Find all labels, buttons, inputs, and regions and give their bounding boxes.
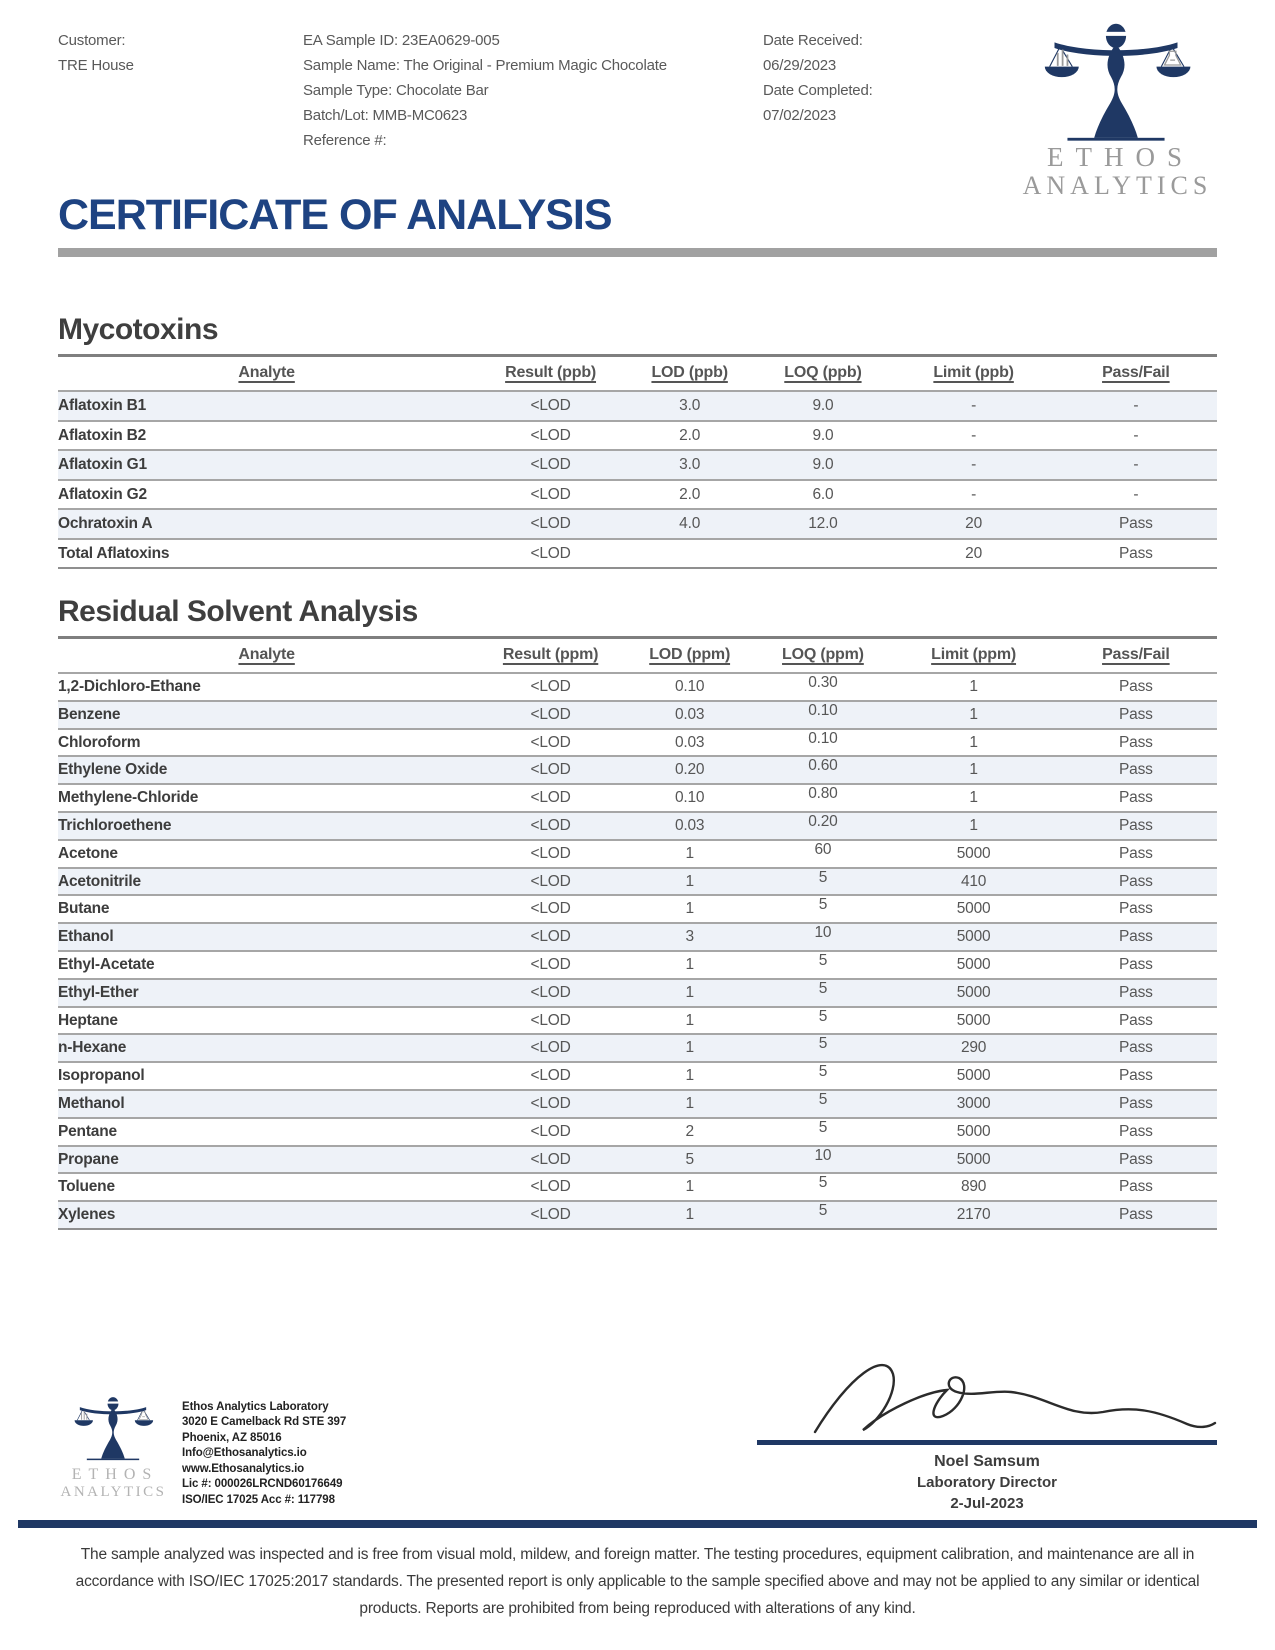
column-header: LOQ (ppm) xyxy=(782,646,864,663)
table-cell: 1 xyxy=(685,1178,694,1196)
residual-solvents-table xyxy=(58,639,1217,1230)
table-cell: Aflatoxin G2 xyxy=(58,485,147,503)
table-cell: Ethyl-Ether xyxy=(58,983,139,1001)
table-cell: Chloroform xyxy=(58,733,141,751)
table-row xyxy=(58,951,1217,979)
table-row xyxy=(58,1034,1217,1062)
table-row xyxy=(58,450,1217,480)
table-cell: Pass xyxy=(1119,955,1153,973)
table-cell: 5000 xyxy=(956,1067,991,1085)
column-header: Limit (ppm) xyxy=(931,646,1017,663)
table-cell: 3.0 xyxy=(679,456,701,473)
table-cell: Total Aflatoxins xyxy=(58,544,170,562)
sample-id: EA Sample ID: 23EA0629-005 xyxy=(303,32,500,49)
table-cell: Benzene xyxy=(58,705,121,723)
table-row xyxy=(58,480,1217,510)
table-cell: Pass xyxy=(1119,844,1153,862)
table-cell: 2.0 xyxy=(679,485,701,503)
table-cell: Butane xyxy=(58,900,110,918)
table-cell: 5000 xyxy=(956,983,991,1001)
table-cell: <LOD xyxy=(530,816,571,834)
table-row xyxy=(58,979,1217,1007)
table-row xyxy=(58,539,1217,569)
date-received-label: Date Received: xyxy=(763,32,863,49)
lab-name: Ethos Analytics Laboratory xyxy=(182,1400,329,1413)
table-cell: Aflatoxin B2 xyxy=(58,426,147,444)
signature-icon xyxy=(757,1330,1217,1448)
table-cell: 0.60 xyxy=(808,757,838,775)
table-cell: <LOD xyxy=(530,1094,571,1112)
table-cell: Pass xyxy=(1119,928,1153,946)
sample-info-block xyxy=(303,28,763,186)
table-cell: 1 xyxy=(685,900,694,918)
mycotoxins-section xyxy=(58,313,1217,569)
lab-city: Phoenix, AZ 85016 xyxy=(182,1431,282,1444)
table-cell: 5 xyxy=(818,1174,828,1192)
table-row xyxy=(58,868,1217,896)
table-cell: 1 xyxy=(685,1206,694,1224)
table-cell: - xyxy=(1133,397,1139,414)
table-cell: 0.10 xyxy=(808,729,838,747)
bottom-divider-bar xyxy=(18,1520,1257,1528)
disclaimer-text: The sample analyzed was inspected and is free from visual mold, mildew, and foreign matter. The testing procedures, equipment calibration, and maintenance are all in accordance with ISO/IEC 17025:2017 standards. The presented report is only applicable to the sample specified above and may not be applied to any similar or identical products. Reports are prohibited from being reproduced with alterations of any kind. xyxy=(75,1545,1200,1617)
signature-date: 2-Jul-2023 xyxy=(950,1494,1024,1512)
table-cell: Pass xyxy=(1119,900,1153,918)
justice-scales-icon xyxy=(65,1448,161,1465)
column-header: Limit (ppb) xyxy=(933,364,1014,381)
logo-text-ethos: ETHOS xyxy=(1047,142,1194,172)
table-cell: <LOD xyxy=(530,456,571,473)
table-cell: Ethanol xyxy=(58,928,114,946)
table-cell: Trichloroethene xyxy=(58,816,172,834)
table-cell: Pass xyxy=(1119,872,1153,890)
residual-header-row xyxy=(58,639,1217,673)
table-cell: 1 xyxy=(685,844,694,862)
table-cell: 5 xyxy=(818,1035,828,1053)
table-row xyxy=(58,895,1217,923)
table-cell: 6.0 xyxy=(812,485,834,503)
table-cell: - xyxy=(971,456,977,473)
column-header: Result (ppm) xyxy=(502,646,599,663)
table-cell: 3000 xyxy=(956,1094,991,1112)
table-cell: Acetone xyxy=(58,844,118,862)
table-cell: 1 xyxy=(685,1039,694,1057)
table-cell: n-Hexane xyxy=(58,1039,127,1057)
column-header: Analyte xyxy=(238,364,295,381)
table-cell: <LOD xyxy=(530,844,571,862)
table-cell: 0.20 xyxy=(674,761,705,779)
table-cell: Pass xyxy=(1119,733,1153,751)
table-cell: <LOD xyxy=(530,1011,571,1029)
table-cell: 0.03 xyxy=(674,816,705,834)
table-cell: 5000 xyxy=(956,1011,991,1029)
column-header: Analyte xyxy=(238,646,295,663)
lab-email: Info@Ethosanalytics.io xyxy=(182,1447,307,1460)
table-cell: - xyxy=(1133,426,1139,444)
table-row xyxy=(58,673,1217,701)
table-cell: 9.0 xyxy=(812,456,834,473)
table-cell: Aflatoxin G1 xyxy=(58,456,147,473)
table-cell: Pass xyxy=(1119,1178,1153,1196)
table-row xyxy=(58,840,1217,868)
table-cell: - xyxy=(1133,485,1139,503)
table-cell: 1 xyxy=(969,733,978,751)
residual-solvents-heading: Residual Solvent Analysis xyxy=(58,595,418,628)
lab-info xyxy=(182,1396,346,1516)
table-cell: - xyxy=(971,426,977,444)
table-cell: Aflatoxin B1 xyxy=(58,397,147,414)
table-cell: <LOD xyxy=(530,678,571,695)
table-cell: <LOD xyxy=(530,900,571,918)
table-cell: <LOD xyxy=(530,1039,571,1057)
table-cell: Pass xyxy=(1119,983,1153,1001)
table-cell: 5 xyxy=(818,1202,828,1220)
table-row xyxy=(58,784,1217,812)
logo-text-analytics: ANALYTICS xyxy=(1022,171,1213,200)
table-cell: Propane xyxy=(58,1150,119,1168)
table-cell: Acetonitrile xyxy=(58,872,141,890)
table-cell: 1 xyxy=(685,872,694,890)
table-cell: Pass xyxy=(1119,1122,1153,1140)
table-cell: <LOD xyxy=(530,705,571,723)
lab-street: 3020 E Camelback Rd STE 397 xyxy=(182,1416,347,1429)
table-cell: 0.10 xyxy=(674,789,705,807)
table-cell: 5 xyxy=(818,1090,828,1108)
table-cell: 5 xyxy=(818,868,828,886)
table-cell: Methylene-Chloride xyxy=(58,789,199,807)
table-cell: 290 xyxy=(960,1039,987,1057)
table-cell: Isopropanol xyxy=(58,1067,145,1085)
company-logo xyxy=(1008,22,1223,200)
table-cell: Ethyl-Acetate xyxy=(58,955,155,973)
dates-block xyxy=(763,28,1013,186)
table-cell: Pass xyxy=(1119,816,1153,834)
table-cell: <LOD xyxy=(530,1067,571,1085)
table-cell: 1 xyxy=(969,789,978,807)
column-header: LOD (ppb) xyxy=(651,364,728,381)
table-row xyxy=(58,1146,1217,1174)
table-cell: 1 xyxy=(969,678,978,695)
table-row xyxy=(58,391,1217,421)
customer-name: TRE House xyxy=(58,57,134,74)
date-completed-value: 07/02/2023 xyxy=(763,107,837,124)
table-cell: 1 xyxy=(969,761,978,779)
column-header: Pass/Fail xyxy=(1102,364,1170,381)
table-cell: 890 xyxy=(960,1178,987,1196)
mycotoxins-header-row xyxy=(58,357,1217,391)
table-row xyxy=(58,1007,1217,1035)
table-cell: 0.80 xyxy=(808,785,838,803)
table-cell: Heptane xyxy=(58,1011,118,1029)
table-cell: <LOD xyxy=(530,1178,571,1196)
lab-website: www.Ethosanalytics.io xyxy=(182,1462,305,1475)
table-cell: 5000 xyxy=(956,900,991,918)
table-row xyxy=(58,1173,1217,1201)
column-header: LOQ (ppb) xyxy=(784,364,862,381)
table-cell: <LOD xyxy=(530,733,571,751)
lab-address-block xyxy=(58,1396,346,1516)
table-cell: <LOD xyxy=(530,955,571,973)
table-cell: <LOD xyxy=(530,485,571,503)
table-cell: 1 xyxy=(685,1011,694,1029)
lab-license: Lic #: 000026LRCND60176649 xyxy=(182,1478,343,1491)
table-cell: 0.03 xyxy=(674,705,705,723)
column-header: Result (ppb) xyxy=(505,364,597,381)
table-cell: 5 xyxy=(818,979,828,997)
table-row xyxy=(58,509,1217,539)
table-cell: Pass xyxy=(1119,705,1153,723)
table-row xyxy=(58,812,1217,840)
footer-logo xyxy=(58,1396,168,1516)
table-cell: 20 xyxy=(965,544,983,562)
table-cell: 5 xyxy=(818,951,828,969)
table-cell: 5000 xyxy=(956,1122,991,1140)
table-cell: Toluene xyxy=(58,1178,115,1196)
table-cell: Pass xyxy=(1119,1011,1153,1029)
logo-wordmark xyxy=(1008,142,1223,200)
document-header xyxy=(58,28,1217,200)
table-cell: Ochratoxin A xyxy=(58,515,153,532)
table-cell: Pass xyxy=(1119,1039,1153,1057)
table-cell: 60 xyxy=(814,840,832,858)
table-cell: Pass xyxy=(1119,1094,1153,1112)
customer-label: Customer: xyxy=(58,32,126,49)
table-row xyxy=(58,756,1217,784)
table-cell: - xyxy=(971,397,977,414)
table-cell: 5 xyxy=(818,896,828,914)
table-cell: 1 xyxy=(969,816,978,834)
table-cell: <LOD xyxy=(530,789,571,807)
table-cell: 2 xyxy=(685,1122,694,1140)
table-cell: <LOD xyxy=(530,544,571,562)
table-cell: 1 xyxy=(685,955,694,973)
table-cell: 1 xyxy=(685,983,694,1001)
table-cell xyxy=(753,539,892,569)
table-cell: 5000 xyxy=(956,1150,991,1168)
table-row xyxy=(58,701,1217,729)
sample-type: Sample Type: Chocolate Bar xyxy=(303,82,489,99)
table-cell: - xyxy=(1133,456,1139,473)
table-cell: Ethylene Oxide xyxy=(58,761,168,779)
table-cell: 9.0 xyxy=(812,426,834,444)
table-cell: Pass xyxy=(1119,761,1153,779)
table-cell: 0.03 xyxy=(674,733,705,751)
table-cell: Pass xyxy=(1119,789,1153,807)
table-cell: <LOD xyxy=(530,928,571,946)
table-cell: Pass xyxy=(1119,515,1153,532)
lab-iso-accreditation: ISO/IEC 17025 Acc #: 117798 xyxy=(182,1493,335,1506)
table-cell: Pass xyxy=(1119,1150,1153,1168)
table-cell: Pass xyxy=(1119,678,1153,695)
table-cell: 3.0 xyxy=(679,397,701,414)
table-row xyxy=(58,1201,1217,1229)
table-cell: Methanol xyxy=(58,1094,125,1112)
table-cell: 0.20 xyxy=(808,812,838,830)
signature-line xyxy=(757,1440,1217,1445)
table-cell: <LOD xyxy=(530,761,571,779)
column-header: Pass/Fail xyxy=(1102,646,1170,663)
table-cell: 410 xyxy=(960,872,987,890)
table-cell: 2170 xyxy=(956,1206,991,1224)
table-cell: 5000 xyxy=(956,928,991,946)
table-cell: 5000 xyxy=(956,844,991,862)
batch-lot: Batch/Lot: MMB-MC0623 xyxy=(303,107,468,124)
date-completed-label: Date Completed: xyxy=(763,82,873,99)
table-cell: Pass xyxy=(1119,1067,1153,1085)
table-cell xyxy=(626,539,753,569)
table-cell: <LOD xyxy=(530,1206,571,1224)
table-cell: <LOD xyxy=(530,1150,571,1168)
table-cell: 10 xyxy=(814,924,832,942)
table-cell: Pentane xyxy=(58,1122,117,1140)
table-cell: 1 xyxy=(685,1067,694,1085)
table-cell: 4.0 xyxy=(679,515,701,532)
title-divider-bar xyxy=(58,248,1217,257)
table-cell: 10 xyxy=(814,1146,832,1164)
footer-logo-text-analytics: ANALYTICS xyxy=(60,1483,167,1500)
table-cell: 1,2-Dichloro-Ethane xyxy=(58,678,201,695)
table-cell: 12.0 xyxy=(808,515,838,532)
footer-logo-text-ethos: ETHOS xyxy=(71,1465,159,1483)
table-cell: 9.0 xyxy=(812,397,834,414)
table-row xyxy=(58,729,1217,757)
signature-block xyxy=(757,1330,1217,1516)
table-cell: 2.0 xyxy=(679,426,701,444)
table-cell: 5 xyxy=(818,1118,828,1136)
table-cell: Pass xyxy=(1119,1206,1153,1224)
table-cell: 0.10 xyxy=(674,678,705,695)
date-received-value: 06/29/2023 xyxy=(763,57,837,74)
table-row xyxy=(58,421,1217,451)
table-cell: <LOD xyxy=(530,872,571,890)
table-cell: <LOD xyxy=(530,426,571,444)
table-cell: - xyxy=(971,485,977,503)
sample-name: Sample Name: The Original - Premium Magic Chocolate xyxy=(303,57,667,74)
table-row xyxy=(58,1118,1217,1146)
table-cell: 1 xyxy=(969,705,978,723)
table-row xyxy=(58,923,1217,951)
table-cell: 1 xyxy=(685,1094,694,1112)
table-cell: 0.10 xyxy=(808,701,838,719)
table-cell: 5 xyxy=(818,1063,828,1081)
justice-scales-icon xyxy=(1008,22,1223,142)
footer-logo-wordmark xyxy=(58,1466,168,1501)
table-cell: 0.30 xyxy=(808,674,838,691)
table-cell: Pass xyxy=(1119,544,1153,562)
table-cell: <LOD xyxy=(530,1122,571,1140)
table-cell: 5 xyxy=(685,1150,694,1168)
reference-number: Reference #: xyxy=(303,132,387,149)
table-cell: <LOD xyxy=(530,397,571,414)
customer-block xyxy=(58,28,303,186)
table-cell: 5000 xyxy=(956,955,991,973)
table-row xyxy=(58,1062,1217,1090)
table-cell: Xylenes xyxy=(58,1206,116,1224)
signer-name: Noel Samsum xyxy=(934,1452,1040,1470)
table-cell: 3 xyxy=(685,928,694,946)
table-cell: <LOD xyxy=(530,983,571,1001)
column-header: LOD (ppm) xyxy=(649,646,731,663)
mycotoxins-heading: Mycotoxins xyxy=(58,313,219,346)
table-cell: 20 xyxy=(965,515,983,532)
mycotoxins-table xyxy=(58,357,1217,569)
table-cell: <LOD xyxy=(530,515,571,532)
residual-solvents-section xyxy=(58,595,1217,1230)
table-row xyxy=(58,1090,1217,1118)
document-footer xyxy=(58,1330,1217,1516)
signer-title: Laboratory Director xyxy=(916,1473,1058,1491)
table-cell: 5 xyxy=(818,1007,828,1025)
page-title: CERTIFICATE OF ANALYSIS xyxy=(58,191,612,239)
